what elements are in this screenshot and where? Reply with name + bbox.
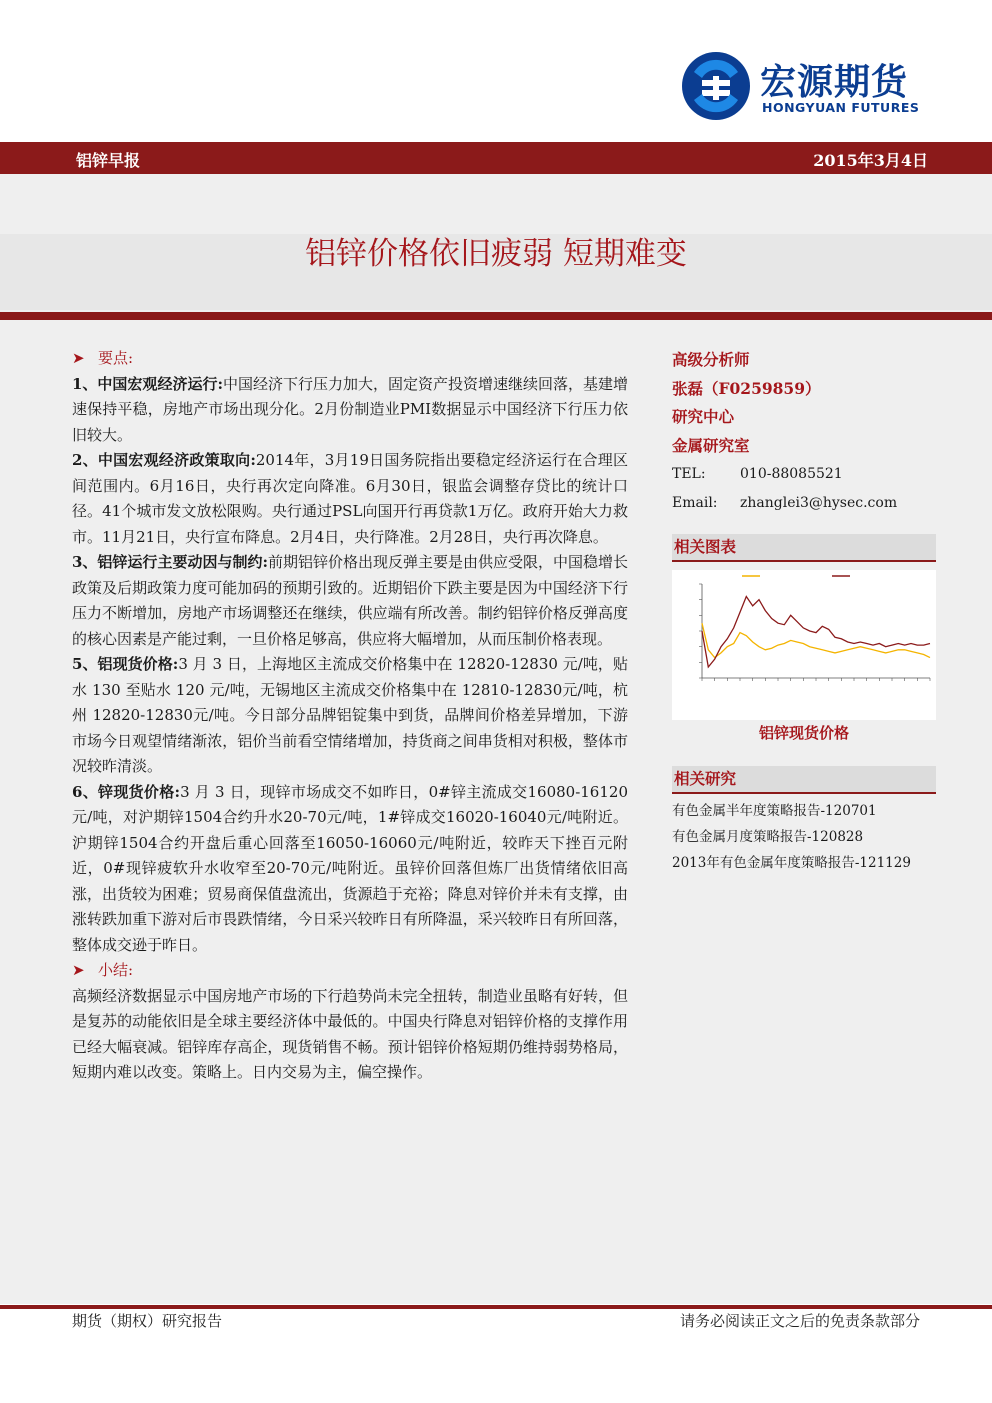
tel-line (672, 460, 936, 489)
email-label: Email: (672, 495, 718, 511)
section-body: 3 月 3 日，现锌市场成交不如昨日，0#锌主流成交16080-16120元/吨，对沪期锌1504合约升水20-70元/吨，1#锌成交16020-16040元/吨附近。沪期锌1504合约开盘后重心回落至16050-16060元/吨附近，较昨天下挫百元附近，0#现锌疲软升水收窄至20-70元/吨附近。虽锌价回落但炼厂出货情绪依旧高涨，出货较为困难；贸易商保值盘流出，货源趋于充裕；降息对锌价并未有支撑，由涨转跌加重下游对后市畏跌情绪，今日采兴较昨日有所降温，采兴较昨日有所回落，整体成交逊于昨日。 (72, 782, 628, 954)
research-item[interactable]: 2013年有色金属年度策略报告-121129 (672, 855, 911, 871)
section-body: 2014年，3月19日国务院指出要稳定经济运行在合理区间范围内。6月16日，央行再次定向降准。6月30日，银监会调整存贷比的统计口径。41个城市发文放松限购。央行通过PSL向国开行再贷款1万亿。政府开始大力救市。11月21日，央行宣布降息。2月4日，央行降准。2月28日，央行再次降息。 (72, 451, 628, 546)
analyst-title: 高级分析师 (672, 350, 750, 369)
logo-en-text: HONGYUAN FUTURES (762, 100, 920, 115)
footer-right: 请务必阅读正文之后的免责条款部分 (679, 1312, 920, 1330)
report-date: 2015年3月4日 (813, 151, 928, 170)
title-divider (0, 312, 992, 320)
research-item[interactable]: 有色金属半年度策略报告-120701 (672, 803, 877, 819)
footer-left: 期货（期权）研究报告 (72, 1312, 223, 1330)
section-heading: 5、铝现货价格: (72, 655, 179, 673)
sidebar (672, 346, 936, 876)
section-3 (72, 550, 628, 652)
research-item[interactable]: 有色金属月度策略报告-120828 (672, 829, 864, 845)
analyst-name: 张磊（F0259859） (672, 378, 821, 398)
summary-heading: 小结: (98, 961, 134, 979)
report-type: 铝锌早报 (76, 151, 141, 170)
email-line (672, 489, 936, 518)
section-body: 3 月 3 日，上海地区主流成交价格集中在 12820-12830 元/吨，贴水 130 至贴水 120 元/吨，无锡地区主流成交价格集中在 12810-12830元/吨，杭州 12820-12830元/吨。今日部分品牌铝锭集中到货，品牌间价格差异增加，下游市场今日观望情绪渐浓，铝价当前看空情绪增加，持货商之间串货相对积极，整体市况较昨清淡。 (72, 655, 628, 775)
section-body: 前期铝锌价格出现反弹主要是由供应受限，中国稳增长政策及后期政策力度可能加码的预期引致的。近期铝价下跌主要是因为中国经济下行压力不断增加，房地产市场调整还在继续，供应端有所改善。制约铝锌价格反弹高度的核心因素是产能过剩，一旦价格足够高，供应将大幅增加，从而压制价格表现。 (72, 553, 628, 648)
research-heading: 相关研究 (672, 766, 936, 794)
section-2 (72, 448, 628, 550)
section-heading: 1、中国宏观经济运行: (72, 374, 223, 393)
page-title: 铝锌价格依旧疲弱 短期难变 (305, 236, 687, 272)
header-band (0, 142, 992, 174)
section-1 (72, 372, 628, 449)
summary-heading-line (72, 958, 628, 984)
section-heading: 3、铝锌运行主要动因与制约: (72, 553, 268, 571)
research-dept: 研究中心 (672, 407, 735, 426)
tel-value: 010-88085521 (740, 466, 843, 482)
chart-series-line-2 (702, 597, 930, 668)
arrow-bullet-icon: ➤ (72, 349, 85, 367)
chart-series-line-1 (702, 623, 930, 657)
tel-label: TEL: (672, 466, 706, 482)
company-logo (680, 50, 940, 122)
chart-caption: 铝锌现货价格 (758, 724, 849, 742)
arrow-bullet-icon: ➤ (72, 961, 85, 979)
price-chart (672, 570, 936, 720)
summary-body: 高频经济数据显示中国房地产市场的下行趋势尚未完全扭转，制造业虽略有好转，但是复苏的动能依旧是全球主要经济体中最低的。中国央行降息对铝锌价格的支撑作用已经大幅衰减。铝锌库存高企，现货销售不畅。预计铝锌价格短期仍维持弱势格局，短期内难以改变。策略上。日内交易为主，偏空操作。 (72, 986, 628, 1081)
points-heading: 要点: (98, 349, 134, 367)
email-value[interactable]: zhanglei3@hysec.com (740, 495, 898, 511)
section-6 (72, 780, 628, 959)
main-content (72, 346, 628, 1086)
footer-divider (0, 1305, 992, 1309)
logo-cn-text: 宏源期货 (760, 62, 909, 103)
chart-heading: 相关图表 (672, 534, 936, 562)
section-5 (72, 652, 628, 780)
metal-office: 金属研究室 (672, 435, 750, 455)
points-heading-line (72, 346, 628, 372)
section-heading: 2、中国宏观经济政策取向: (72, 451, 256, 469)
section-body: 中国经济下行压力加大，固定资产投资增速继续回落，基建增速保持平稳，房地产市场出现分化。2月份制造业PMI数据显示中国经济下行压力依旧较大。 (72, 374, 628, 444)
hongyuan-logo-icon (680, 50, 752, 122)
section-heading: 6、锌现货价格: (72, 782, 181, 801)
price-chart-svg (672, 570, 936, 720)
